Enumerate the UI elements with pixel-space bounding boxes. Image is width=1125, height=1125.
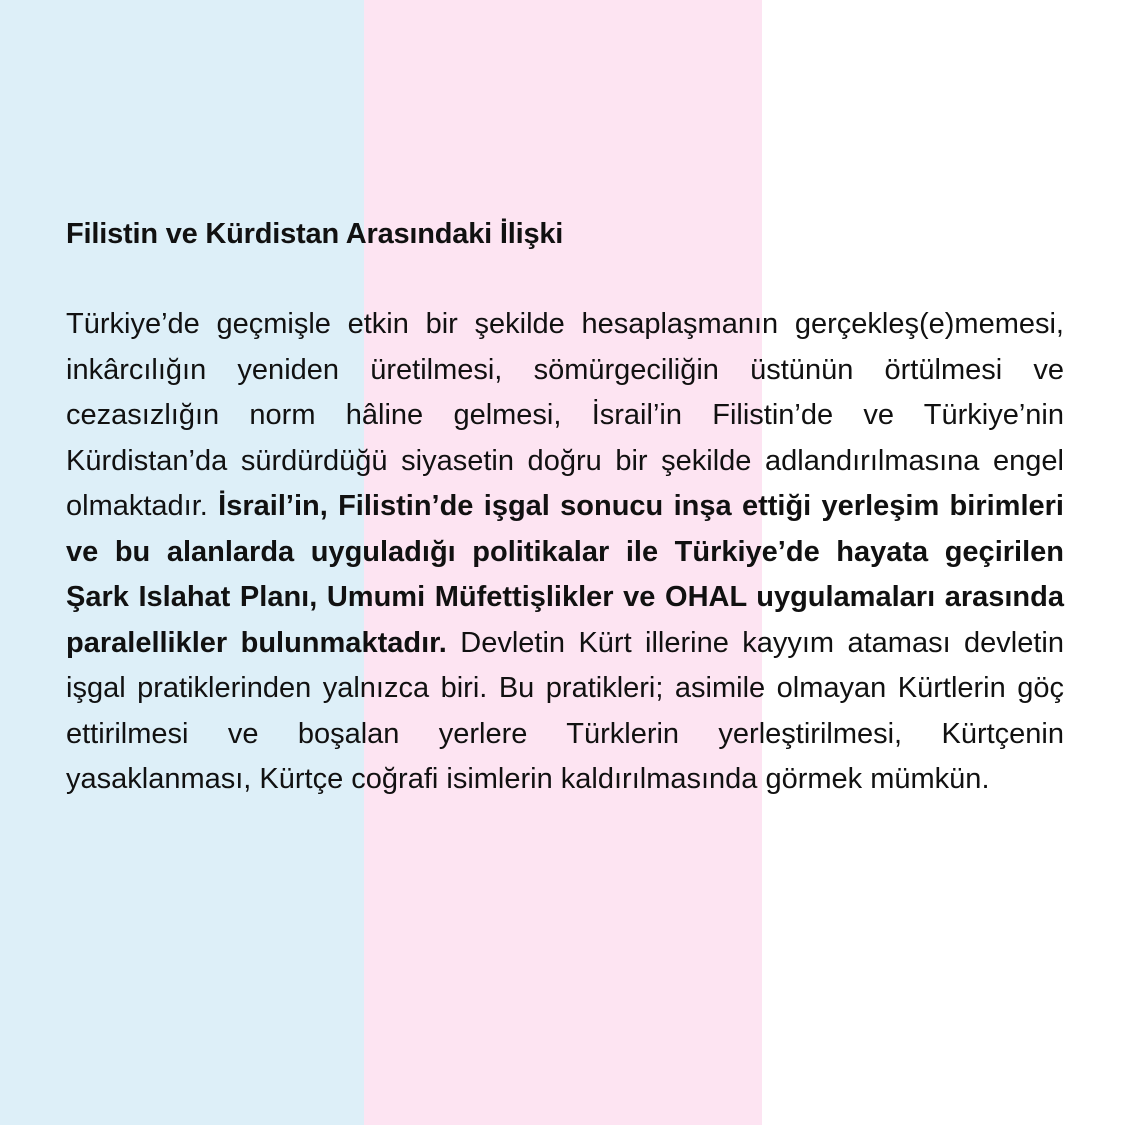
paragraph-text-outro: Devletin Kürt illerine kayyım ataması devletin işgal pratiklerinden yalnızca biri. Bu pratikleri; asimile olmayan Kürtlerin göç ettirilmesi ve boşalan yerlere Türklerin yerleştirilmesi, Kürtçenin yasaklanması, Kürtçe coğrafi isimlerin kaldırılmasında görmek mümkün. [66,626,1064,795]
article-paragraph [66,302,1064,803]
paragraph-text-intro: Türkiye’de geçmişle etkin bir şekilde hesaplaşmanın gerçekleş(e)memesi, inkârcılığın yeniden üretilmesi, sömürgeciliğin üstünün örtülmesi ve cezasızlığın norm hâline gelmesi, İsrail’in Filistin’de ve Türkiye’nin Kürdistan’da sürdürdüğü siyasetin doğru bir şekilde adlandırılmasına engel olmaktadır. [66,308,1064,522]
paragraph-text-bold: İsrail’in, Filistin’de işgal sonucu inşa ettiği yerleşim birimleri ve bu alanlarda uyguladığı politikalar ile Türkiye’de hayata geçirilen Şark Islahat Planı, Umumi Müfettişlikler ve OHAL uygulamaları arasında paralellikler bulunmaktadır. [66,490,1064,659]
article [66,212,1064,803]
article-title: Filistin ve Kürdistan Arasındaki İlişki [66,218,564,250]
